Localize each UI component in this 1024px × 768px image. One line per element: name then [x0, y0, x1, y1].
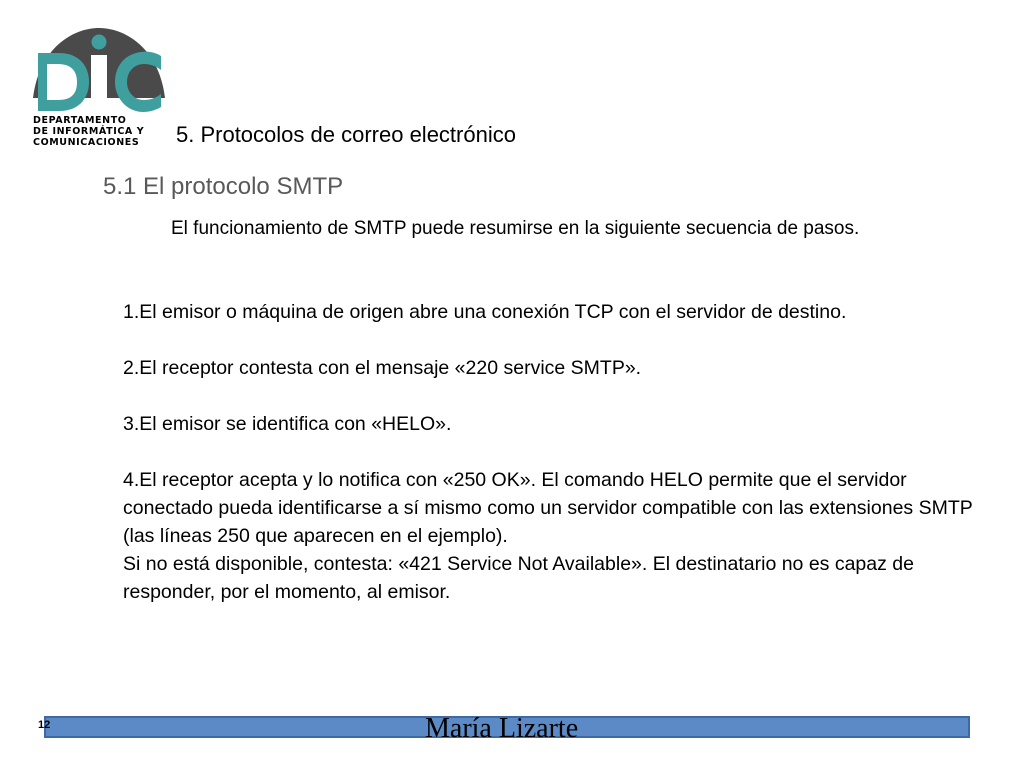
step-note: Si no está disponible, contesta: «421 Service Not Available». El destinatario no es capaz de responder, por el momento, al emisor.: [123, 553, 914, 603]
logo-caption: [33, 115, 165, 148]
step-item-2: 2.El receptor contesta con el mensaje «220 service SMTP».: [123, 357, 642, 379]
subsection-title: 5.1 El protocolo SMTP: [103, 173, 344, 200]
intro-paragraph: El funcionamiento de SMTP puede resumirse en la siguiente secuencia de pasos.: [171, 218, 860, 239]
dic-logo-icon: [33, 28, 165, 116]
logo-line-2: DE INFORMÁTICA Y: [33, 126, 145, 137]
step-item-3: 3.El emisor se identifica con «HELO».: [123, 413, 452, 435]
step-item-4: 4.El receptor acepta y lo notifica con «250 OK». El comando HELO permite que el servidor conectado pueda identificarse a sí mismo como un servidor compatible con las extensiones SMTP (las líneas 250 que aparecen en el ejemplo).: [123, 469, 973, 547]
logo-line-3: COMUNICACIONES: [33, 137, 140, 148]
page-number: 12: [38, 719, 51, 731]
steps-list: [123, 298, 983, 606]
author-name: María Lizarte: [425, 713, 579, 744]
logo-line-1: DEPARTAMENTO: [33, 115, 127, 126]
section-title: 5. Protocolos de correo electrónico: [176, 122, 516, 147]
step-item-1: 1.El emisor o máquina de origen abre una conexión TCP con el servidor de destino.: [123, 301, 847, 323]
department-logo: [33, 28, 165, 153]
